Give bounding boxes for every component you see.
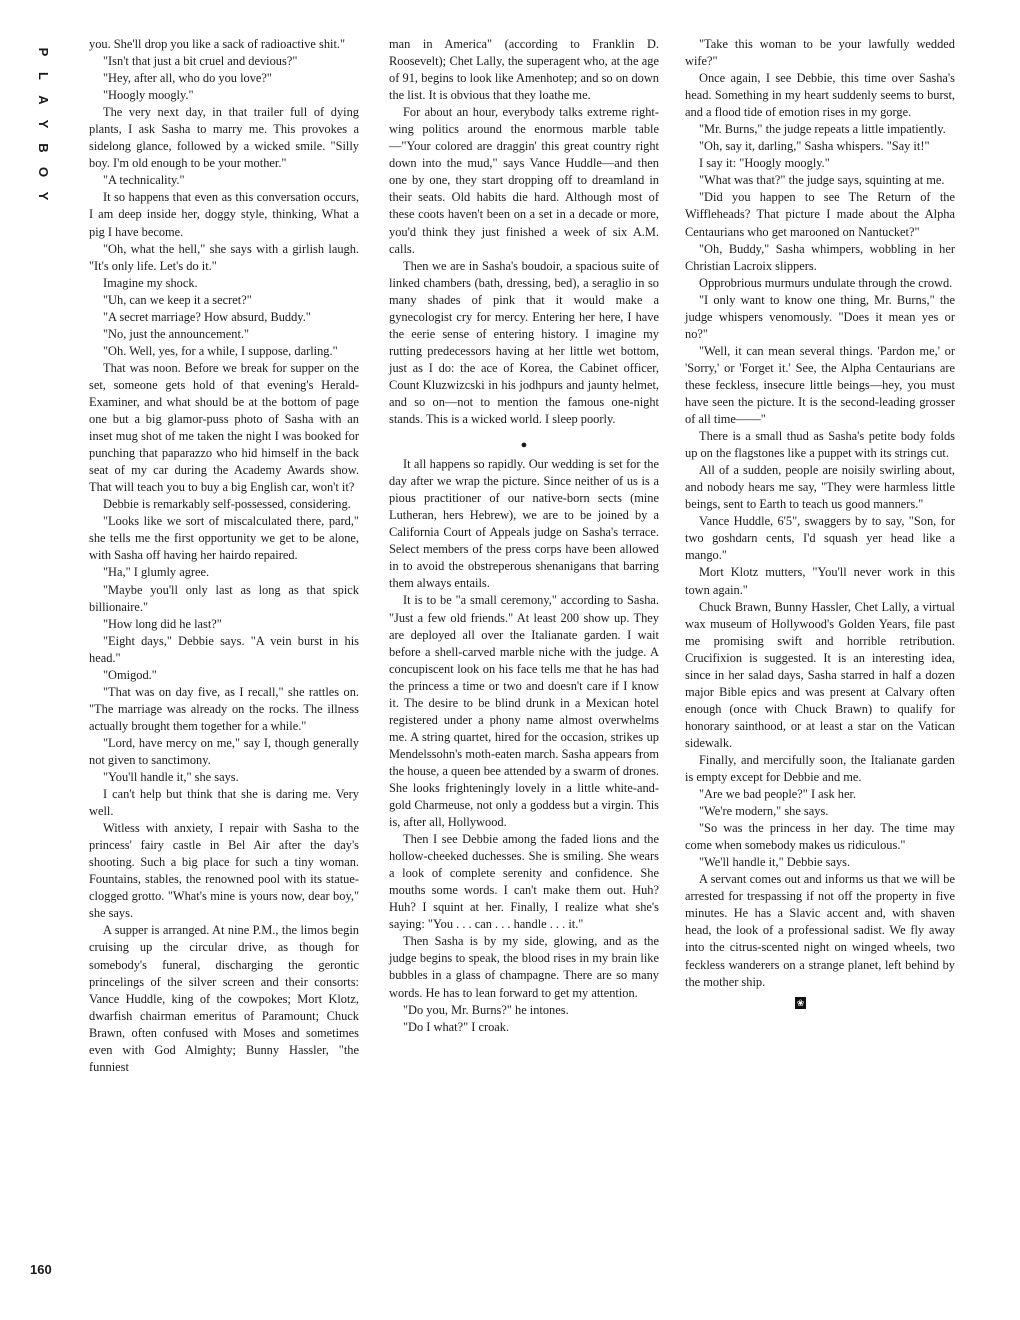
paragraph: It all happens so rapidly. Our wedding is set for the day after we wrap the picture. Since neither of us is a pious practitioner of our native-born sects (mine Lutheran, hers Hebrew), we are to be joined by a California Court of Appeals judge on Sasha's terrace. Select members of the press corps have been allowed in to avoid the obstreperous shenanigans that barring them always entails. [389,457,659,591]
paragraph: Then we are in Sasha's boudoir, a spacious suite of linked chambers (bath, dressing, bed), a seraglio in so many shades of pink that it would make a gynecologist cry for mercy. Entering her here, I have the eerie sense of entering history. I imagine my rutting predecessors having at her little wet bottom, just as I do: the ace of Korea, the Cabinet officer, Count Kluzwizcski in his jodhpurs and jaunty helmet, and so on—not to mention the famous one-night stands. This is a wicked world. I sleep poorly. [389,258,659,427]
running-head-letter: A [36,95,51,105]
paragraph: There is a small thud as Sasha's petite body folds up on the flagstones like a puppet with its strings cut. [685,429,955,461]
running-head-letter: Y [36,191,51,201]
paragraph: "Oh. Well, yes, for a while, I suppose, darling." [103,343,338,358]
paragraph: "A technicality." [103,173,185,188]
paragraph: "Ha," I glumly agree. [103,565,210,580]
paragraph: "Mr. Burns," the judge repeats a little impatiently. [699,122,946,137]
paragraph: It so happens that even as this conversation occurs, I am deep inside her, doggy style, thinking, What a pig I have become. [89,190,359,239]
text-column-1 [89,36,359,1076]
paragraph: "So was the princess in her day. The time may come when somebody makes us ridiculous." [685,821,955,853]
section-break-dot: ● [520,439,528,452]
paragraph: "How long did he last?" [103,616,222,631]
paragraph: A servant comes out and informs us that we will be arrested for trespassing if not off the property in five minutes. He has a Slavic accent and, with shaven head, the look of a professional sadist. We fly away into the citrus-scented night on winged wheels, two feckless wanderers on a strange planet, left behind by the mother ship. [685,872,955,989]
paragraph: "Looks like we sort of miscalculated there, pard," she tells me the first opportunity we get to be alone, with Sasha off having her hairdo repaired. [89,514,359,563]
paragraph: That was noon. Before we break for supper on the set, someone gets hold of that evening's Herald-Examiner, and what should be at the bottom of page one but a big glamor-puss photo of Sasha with an inset mug shot of me taken the night I was booked for punching that paparazzo who hid himself in the back seat of my car during the Academy Awards show. That will teach you to buy a big English car, won't it? [89,360,359,495]
paragraph: Debbie is remarkably self-possessed, considering. [103,497,351,512]
paragraph: "Isn't that just a bit cruel and devious?" [103,54,298,69]
running-head-letter: L [36,72,51,80]
paragraph: "Uh, can we keep it a secret?" [103,292,252,307]
paragraph: "I only want to know one thing, Mr. Burns," the judge whispers venomously. "Does it mean yes or no?" [685,292,955,341]
paragraph: I say it: "Hoogly moogly." [699,156,830,171]
paragraph: "You'll handle it," she says. [103,770,239,785]
paragraph: Mort Klotz mutters, "You'll never work in this town again." [685,565,955,597]
paragraph: It is to be "a small ceremony," according to Sasha. "Just a few old friends." At least 200 show up. They are deployed all over the Italianate garden. I wait before a shell-carved marble niche with the judge. A concupiscent look on his face tells me that he has had the princess a time or two and doesn't care if I know it. The desire to be blind drunk in a Mexican hotel registered under a phony name almost overwhelms me. A string quartet, hired for the occasion, strikes up Mendelssohn's moth-eaten march. Sasha appears from the house, a queen bee attended by a swarm of drones. She looks frighteningly lovely in a little white-and-gold Charmeuse, not only a goddess but a virgin. This is, after all, Hollywood. [389,593,659,830]
page-number: 160 [30,1262,52,1277]
paragraph: "Hey, after all, who do you love?" [103,71,272,86]
paragraph: "Oh, say it, darling," Sasha whispers. "Say it!" [699,139,930,154]
running-head-letter: B [36,143,51,153]
paragraph: Once again, I see Debbie, this time over Sasha's head. Something in my heart suddenly seems to burst, and a flood tide of emotion rises in my gorge. [685,71,955,120]
paragraph: "Eight days," Debbie says. "A vein burst in his head." [89,633,359,665]
paragraph: Finally, and mercifully soon, the Italianate garden is empty except for Debbie and me. [685,752,955,785]
paragraph: "Take this woman to be your lawfully wedded wife?" [685,37,955,69]
text-column-2 [389,36,659,1036]
running-head-letter: O [36,166,51,178]
paragraph: Chuck Brawn, Bunny Hassler, Chet Lally, a virtual wax museum of Hollywood's Golden Years, file past me promising swift and horrible retribution. Crucifixion is suggested. It is an interesting idea, since in her salad days, Sasha starred in half a dozen major Bible epics and was present at Calvary often enough (once with Chuck Brawn) to qualify for honorary sainthood, or at least a star on the Vatican sidewalk. [685,599,955,750]
paragraph: "Do you, Mr. Burns?" he intones. [403,1002,569,1017]
paragraph: Opprobrious murmurs undulate through the crowd. [699,275,953,290]
paragraph: "Omigod." [103,667,157,682]
running-head-letter: P [36,47,51,57]
running-head-letter: Y [36,119,51,129]
paragraph: Then Sasha is by my side, glowing, and as the judge begins to speak, the blood rises in my brain like bubbles in a glass of champagne. There are so many words. He has to lean forward to get my attention. [389,934,659,1000]
paragraph: "Well, it can mean several things. 'Pardon me,' or 'Sorry,' or 'Forget it.' See, the Alpha Centaurians are these feckless, insecure little beings—hey, you must have seen the picture. It is the second-leading grosser of all time——" [685,343,955,427]
paragraph: The very next day, in that trailer full of dying plants, I ask Sasha to marry me. This provokes a sidelong glance, followed by a wicked smile. "Silly boy. I'm old enough to be your mother." [89,105,359,171]
paragraph: Imagine my shock. [103,275,198,290]
paragraph: "No, just the announcement." [103,326,250,341]
paragraph: Then I see Debbie among the faded lions and the hollow-cheeked duchesses. She is smiling. She wears a look of complete serenity and confidence. She mouths some words. I can't make them out. Huh? Huh? I squint at her. Finally, I realize what she's saying: "You . . . can . . . handle . . . it." [389,832,659,932]
rabbit-end-mark-icon: ❀ [796,997,805,1008]
paragraph: "Hoogly moogly." [103,88,194,103]
paragraph: For about an hour, everybody talks extreme right-wing politics around the enormous marble table—"Your colored are draggin' this great country right down into the mud," says Vance Huddle—and then one by one, they start dropping off to dreamland in their seats. Old habits die hard. Although most of these coots haven't been on a set in a decade or more, you'd think they just finished a week of six A.M. calls. [389,105,659,256]
paragraph: Witless with anxiety, I repair with Sasha to the princess' fairy castle in Bel Air after the day's shooting. Such a big place for such a tiny woman. Fountains, stables, the renowned pool with its statue-clogged grotto. "What's mine is yours now, dear boy," she says. [89,821,359,921]
paragraph: I can't help but think that she is daring me. Very well. [89,787,359,819]
paragraph: "Did you happen to see The Return of the Wiffleheads? That picture I made about the Alpha Centaurians who get marooned on Nantucket?" [685,190,955,239]
paragraph: "Are we bad people?" I ask her. [699,787,857,802]
paragraph: "We're modern," she says. [699,804,829,819]
paragraph: Vance Huddle, 6'5", swaggers by to say, "Son, for two goshdarn cents, I'd squash yer head like a mango." [685,514,955,563]
paragraph: "Maybe you'll only last as long as that spick billionaire." [89,582,359,614]
paragraph: "Oh, Buddy," Sasha whimpers, wobbling in her Christian Lacroix slippers. [685,241,955,273]
magazine-running-head [28,40,58,208]
paragraph: man in America" (according to Franklin D. Roosevelt); Chet Lally, the superagent who, at the age of 91, begins to look like Amenhotep; and so on down the list. It is obvious that they loathe me. [389,37,659,103]
text-column-3 [685,36,955,1011]
paragraph: A supper is arranged. At nine P.M., the limos begin cruising up the circular drive, as though for somebody's funeral, discharging the gerontic princelings of the silver screen and their consorts: Vance Huddle, king of the cowpokes; Mort Klotz, dwarfish chairman emeritus of Paramount; Chuck Brawn, often confused with Moses and sometimes even with God Almighty; Bunny Hassler, "the funniest [89,923,359,1074]
paragraph: "What was that?" the judge says, squinting at me. [699,173,945,188]
paragraph: "Lord, have mercy on me," say I, though generally not given to sanctimony. [89,735,359,767]
paragraph: "A secret marriage? How absurd, Buddy." [103,309,311,324]
paragraph: you. She'll drop you like a sack of radioactive shit." [89,37,346,51]
paragraph: "We'll handle it," Debbie says. [699,855,851,870]
paragraph: "Do I what?" I croak. [403,1019,510,1034]
paragraph: "Oh, what the hell," she says with a girlish laugh. "It's only life. Let's do it." [89,241,359,273]
paragraph: All of a sudden, people are noisily swirling about, and nobody hears me say, "They were harmless little beings, sent to Earth to teach us good manners." [685,463,955,512]
paragraph: "That was on day five, as I recall," she rattles on. "The marriage was already on the rocks. The illness actually brought them together for a while." [89,684,359,733]
